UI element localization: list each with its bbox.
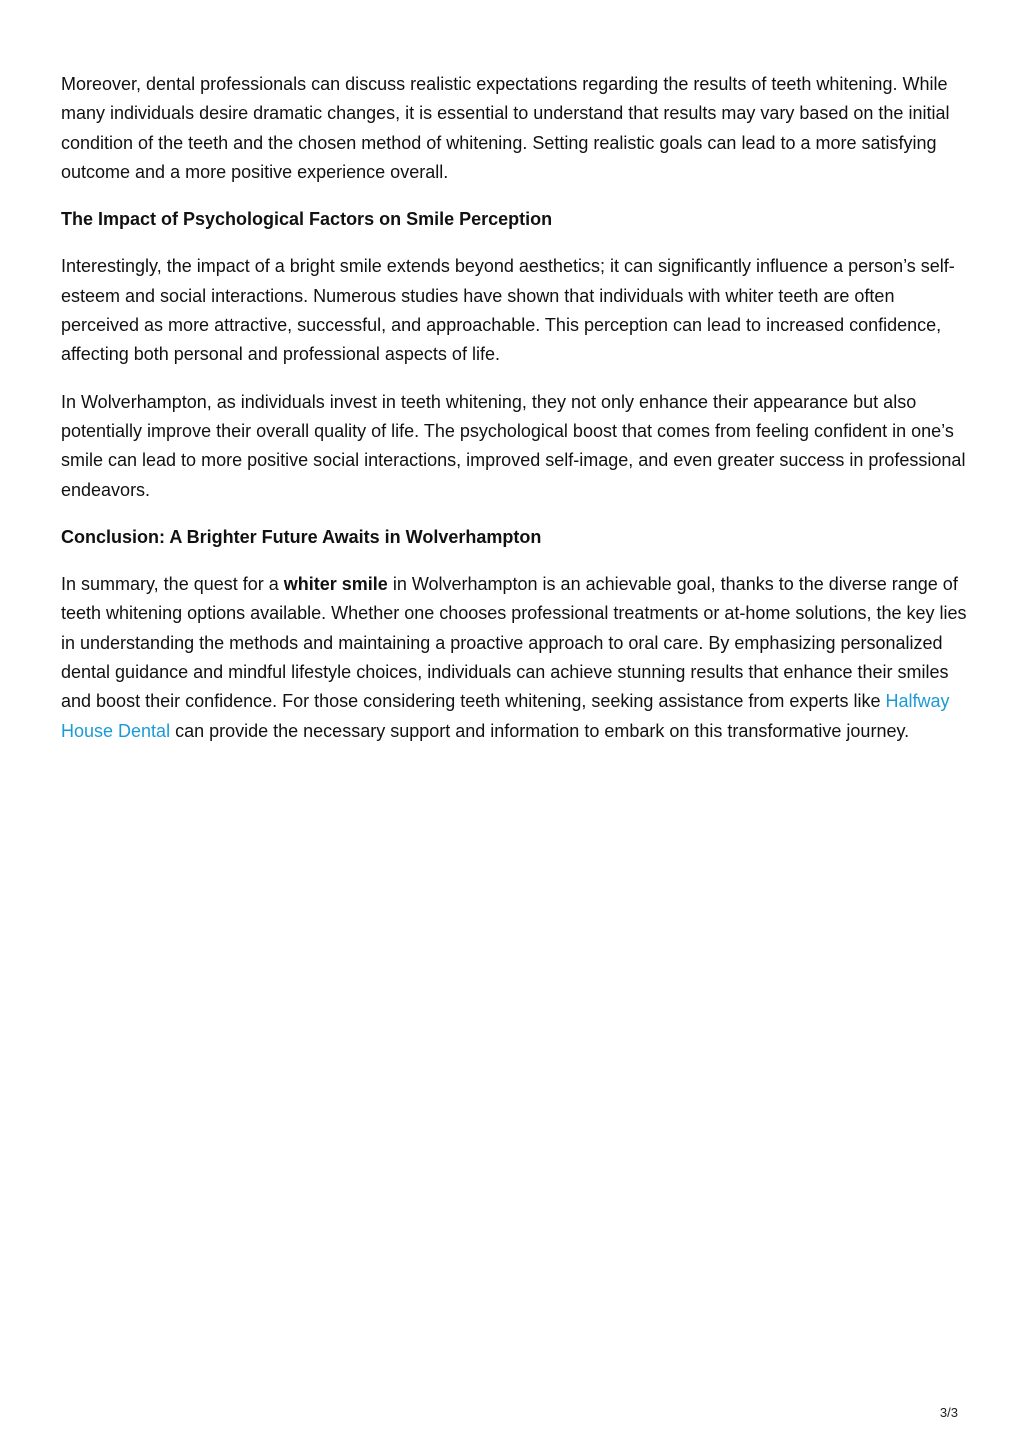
summary-text-start: In summary, the quest for a: [61, 574, 284, 595]
summary-bold-phrase: whiter smile: [283, 574, 388, 595]
paragraph-summary: [61, 570, 971, 746]
halfway-house-dental-link[interactable]: Halfway House Dental: [61, 691, 950, 741]
summary-text-middle: in Wolverhampton is an achievable goal, thanks to the diverse range of teeth whitening options available. Whether one chooses professional treatments or at-home solutions, the key lies in understanding the methods and maintaining a proactive approach to oral care. By emphasizing personalized dental guidance and mindful lifestyle choices, individuals can achieve stunning results that enhance their smiles and boost their confidence. For those considering teeth whitening, seeking assistance from experts like: [61, 574, 967, 712]
page-number: 3/3: [939, 1405, 958, 1420]
summary-text-end: can provide the necessary support and information to embark on this transformative journey.: [170, 720, 910, 741]
paragraph-bright-smile-impact: Interestingly, the impact of a bright smile extends beyond aesthetics; it can significantly influence a person’s self-esteem and social interactions. Numerous studies have shown that individuals with whiter teeth are often perceived as more attractive, successful, and approachable. This perception can lead to increased confidence, affecting both personal and professional aspects of life.: [61, 256, 955, 365]
paragraph-expectations: Moreover, dental professionals can discuss realistic expectations regarding the results of teeth whitening. While many individuals desire dramatic changes, it is essential to understand that results may vary based on the initial condition of the teeth and the chosen method of whitening. Setting realistic goals can lead to a more satisfying outcome and a more positive experience overall.: [61, 74, 950, 182]
section-heading-conclusion: Conclusion: A Brighter Future Awaits in Wolverhampton: [61, 526, 542, 547]
section-heading-psychological-factors: The Impact of Psychological Factors on Smile Perception: [61, 209, 553, 230]
paragraph-wolverhampton-quality-of-life: In Wolverhampton, as individuals invest in teeth whitening, they not only enhance their appearance but also potentially improve their overall quality of life. The psychological boost that comes from feeling confident in one’s smile can lead to more positive social interactions, improved self-image, and even greater success in professional endeavors.: [61, 391, 966, 500]
document-page: [61, 70, 971, 764]
